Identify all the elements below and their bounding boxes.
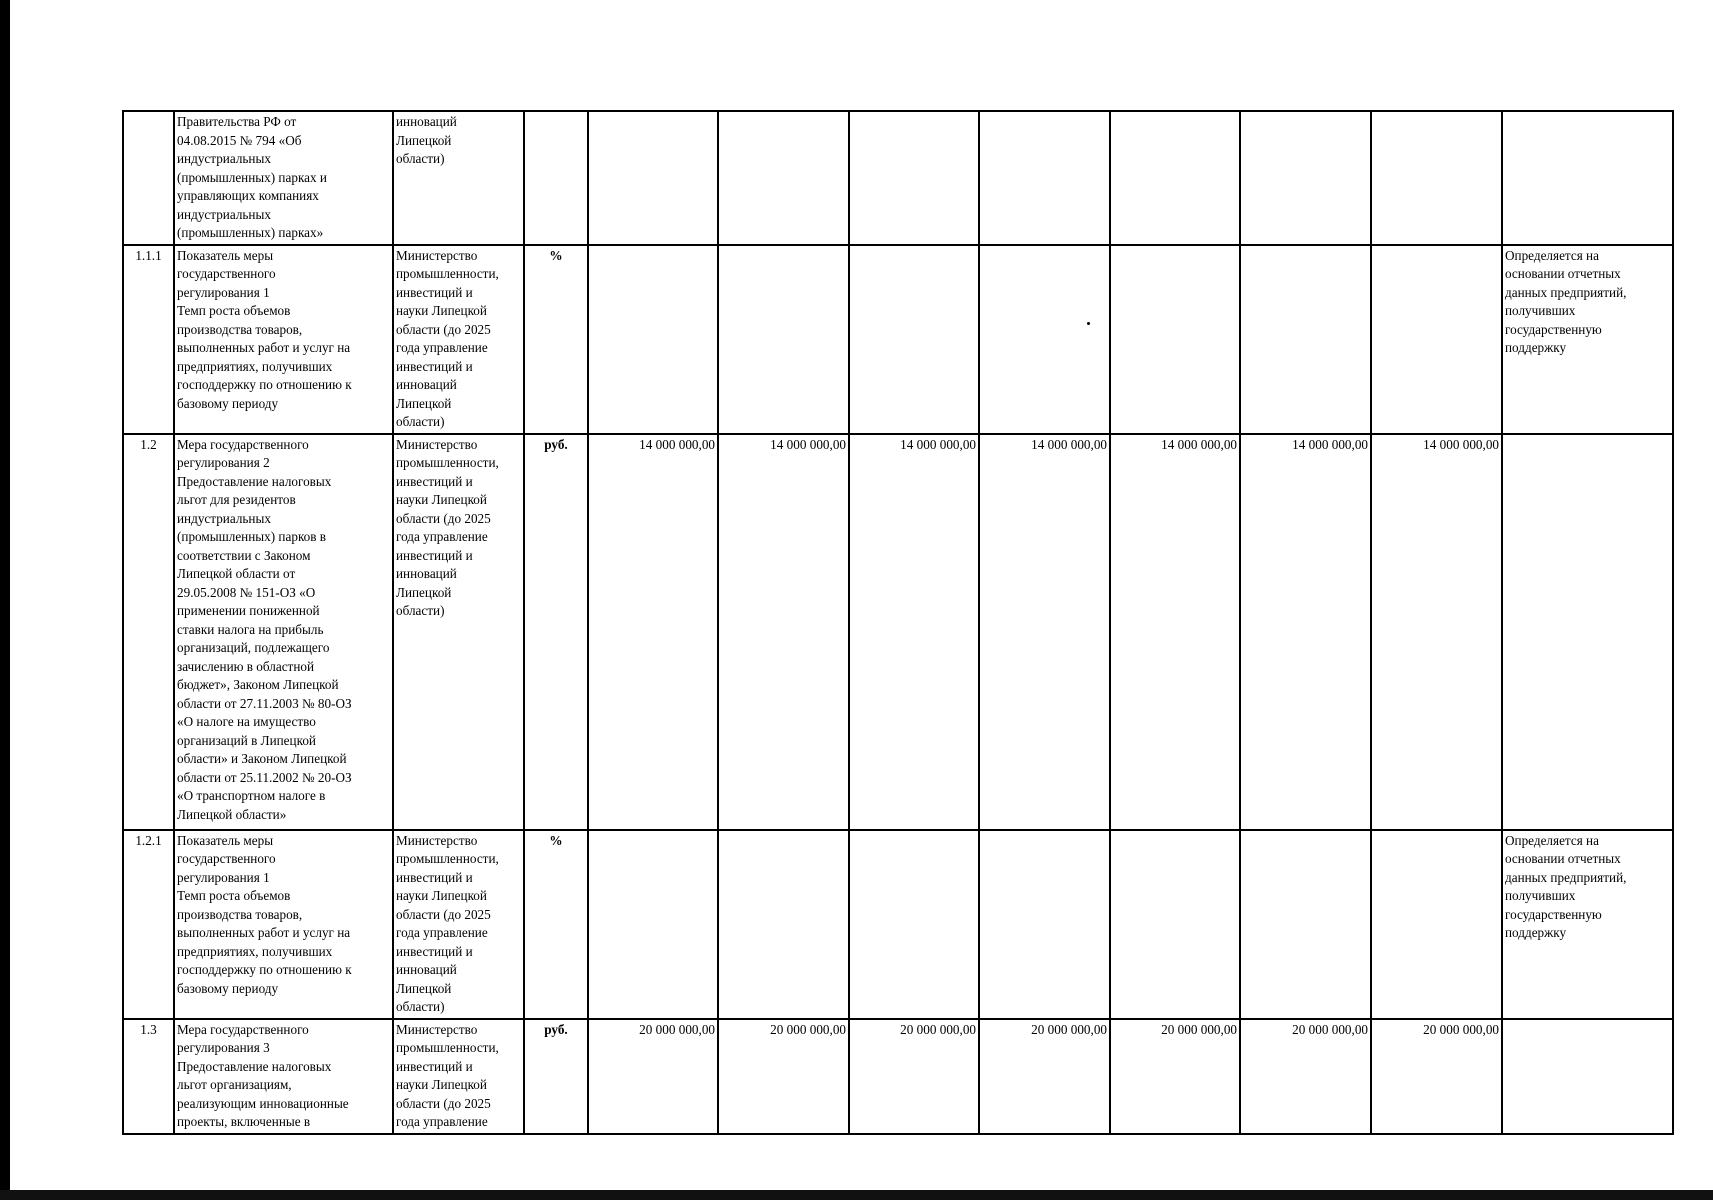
year-value-6 (1240, 245, 1371, 434)
year-value-4: 14 000 000,00 (979, 434, 1110, 830)
year-value-6: 20 000 000,00 (1240, 1019, 1371, 1134)
note-cell: Определяется на основании отчетных данных предприятий, получивших государственную поддержку (1502, 245, 1673, 434)
note-cell (1502, 434, 1673, 830)
year-value-1 (588, 111, 718, 245)
year-value-4 (979, 111, 1110, 245)
year-value-3: 14 000 000,00 (849, 434, 979, 830)
measure-description: Показатель меры государственного регулирования 1 Темп роста объемов производства товаров, выполненных работ и услуг на предприятиях, получивших господдержку по отношению к базовому периоду (174, 245, 393, 434)
row-number (123, 111, 174, 245)
measure-description: Мера государственного регулирования 2 Предоставление налоговых льгот для резидентов индустриальных (промышленных) парков в соответствии с Законом Липецкой области от 29.05.2008 № 151-ОЗ «О применении пониженной ставки налога на прибыль организаций, подлежащего зачислению в областной бюджет», Законом Липецкой области от 27.11.2003 № 80-ОЗ «О налоге на имущество организаций в Липецкой области» и Законом Липецкой области от 25.11.2002 № 20-ОЗ «О транспортном налоге в Липецкой области» (174, 434, 393, 830)
year-value-4 (979, 830, 1110, 1019)
year-value-5 (1110, 245, 1240, 434)
scan-bottom-edge (0, 1190, 1713, 1200)
unit-of-measure: руб. (524, 1019, 588, 1134)
unit-of-measure (524, 111, 588, 245)
year-value-1 (588, 245, 718, 434)
scan-speck (1087, 322, 1090, 325)
year-value-6 (1240, 830, 1371, 1019)
table-row (123, 830, 1673, 1019)
responsible-body: Министерство промышленности, инвестиций и науки Липецкой области (до 2025 года управление (393, 1019, 524, 1134)
measure-description: Показатель меры государственного регулирования 1 Темп роста объемов производства товаров, выполненных работ и услуг на предприятиях, получивших господдержку по отношению к базовому периоду (174, 830, 393, 1019)
scan-left-edge (0, 0, 10, 1200)
year-value-3: 20 000 000,00 (849, 1019, 979, 1134)
year-value-7: 20 000 000,00 (1371, 1019, 1502, 1134)
year-value-5 (1110, 111, 1240, 245)
year-value-4 (979, 245, 1110, 434)
year-value-5: 14 000 000,00 (1110, 434, 1240, 830)
year-value-6 (1240, 111, 1371, 245)
table-row (123, 434, 1673, 830)
table-row (123, 245, 1673, 434)
year-value-3 (849, 111, 979, 245)
row-number: 1.1.1 (123, 245, 174, 434)
measure-description: Мера государственного регулирования 3 Предоставление налоговых льгот организациям, реализующим инновационные проекты, включенные в (174, 1019, 393, 1134)
year-value-5: 20 000 000,00 (1110, 1019, 1240, 1134)
year-value-2 (718, 111, 849, 245)
note-cell: Определяется на основании отчетных данных предприятий, получивших государственную поддержку (1502, 830, 1673, 1019)
unit-of-measure: руб. (524, 434, 588, 830)
year-value-7 (1371, 111, 1502, 245)
year-value-3 (849, 245, 979, 434)
year-value-2 (718, 245, 849, 434)
year-value-7 (1371, 245, 1502, 434)
year-value-7: 14 000 000,00 (1371, 434, 1502, 830)
measure-description: Правительства РФ от 04.08.2015 № 794 «Об индустриальных (промышленных) парках и управляющих компаниях индустриальных (промышленных) парках» (174, 111, 393, 245)
row-number: 1.2.1 (123, 830, 174, 1019)
year-value-1: 20 000 000,00 (588, 1019, 718, 1134)
table-row (123, 111, 1673, 245)
unit-of-measure: % (524, 830, 588, 1019)
note-cell (1502, 111, 1673, 245)
year-value-2: 14 000 000,00 (718, 434, 849, 830)
year-value-4: 20 000 000,00 (979, 1019, 1110, 1134)
year-value-3 (849, 830, 979, 1019)
year-value-7 (1371, 830, 1502, 1019)
responsible-body: Министерство промышленности, инвестиций и науки Липецкой области (до 2025 года управление инвестиций и инноваций Липецкой области) (393, 434, 524, 830)
row-number: 1.3 (123, 1019, 174, 1134)
table-row (123, 1019, 1673, 1134)
year-value-2 (718, 830, 849, 1019)
table-body (123, 111, 1673, 1134)
measures-table (122, 110, 1674, 1135)
year-value-6: 14 000 000,00 (1240, 434, 1371, 830)
unit-of-measure: % (524, 245, 588, 434)
responsible-body: инноваций Липецкой области) (393, 111, 524, 245)
responsible-body: Министерство промышленности, инвестиций и науки Липецкой области (до 2025 года управление инвестиций и инноваций Липецкой области) (393, 830, 524, 1019)
year-value-1: 14 000 000,00 (588, 434, 718, 830)
year-value-1 (588, 830, 718, 1019)
note-cell (1502, 1019, 1673, 1134)
responsible-body: Министерство промышленности, инвестиций и науки Липецкой области (до 2025 года управление инвестиций и инноваций Липецкой области) (393, 245, 524, 434)
year-value-2: 20 000 000,00 (718, 1019, 849, 1134)
year-value-5 (1110, 830, 1240, 1019)
row-number: 1.2 (123, 434, 174, 830)
